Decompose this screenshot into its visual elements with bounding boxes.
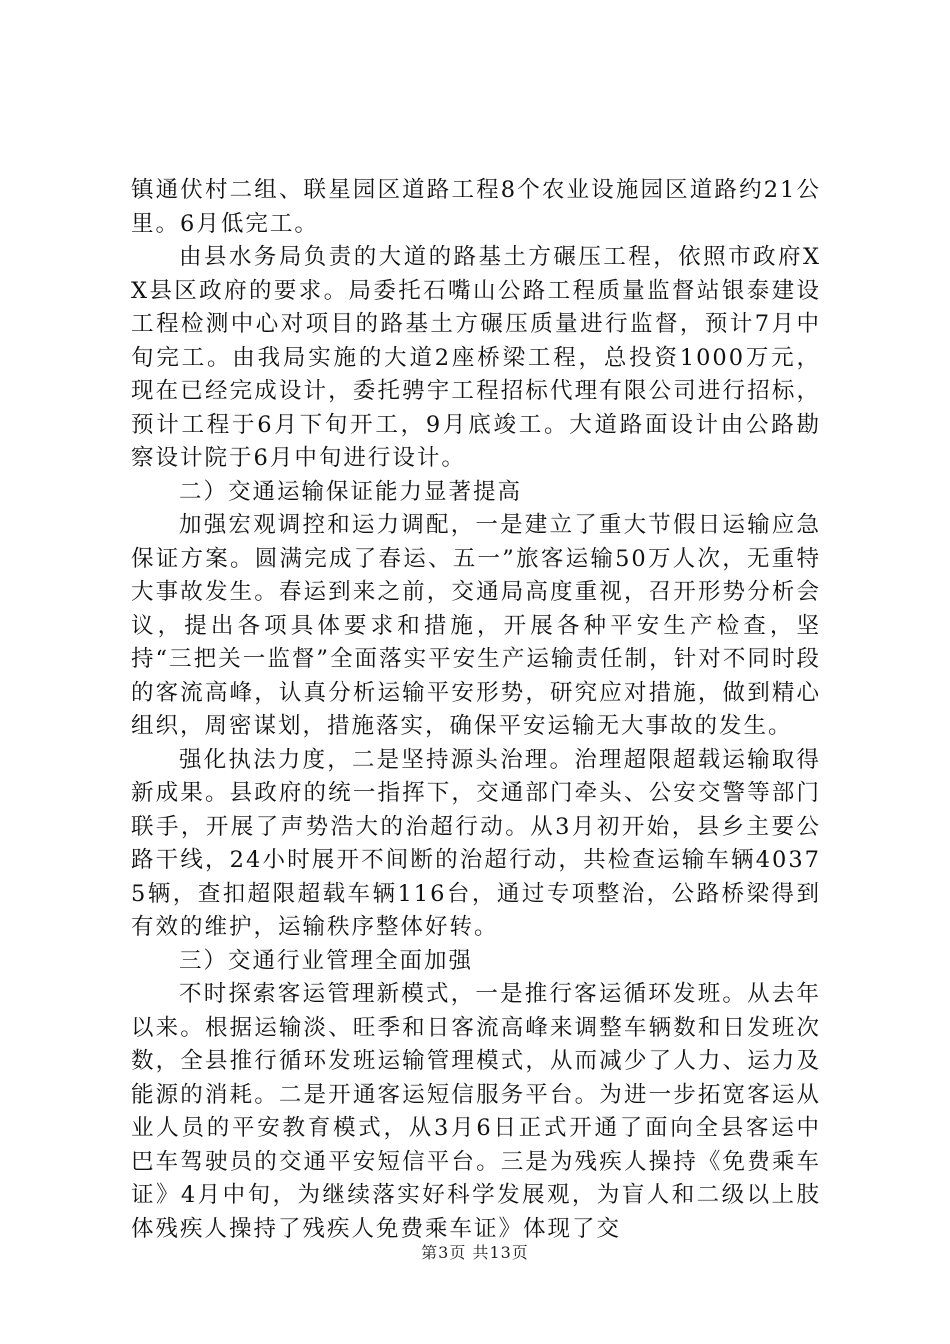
page-number-footer: 第3页 共13页 [421, 1243, 529, 1262]
section-heading-industry-management: 三）交通行业管理全面加强 [179, 947, 474, 974]
paragraph-holiday-transport: 加强宏观调控和运力调配，一是建立了重大节假日运输应急保证方案。圆满完成了春运、五一”旅客运输50万人次，无重特大事故发生。春运到来之前，交通局高度重视，召开形势分析会议，提出各项具体要求和措施，开展各种平安生产检查，坚持“三把关一监督”全面落实平安生产运输责任制，针对不同时段的客流高峰，认真分析运输平安形势，研究应对措施，做到精心组织，周密谋划，措施落实，确保平安运输无大事故的发生。 [131, 512, 821, 739]
paragraph-overload-enforcement: 强化执法力度，二是坚持源头治理。治理超限超载运输取得新成果。县政府的统一指挥下，交通部门牵头、公安交警等部门联手，开展了声势浩大的治超行动。从3月初开始，县乡主要公路干线，24小时展开不间断的治超行动，共检查运输车辆40375辆，查扣超限超载车辆116台，通过专项整治，公路桥梁得到有效的维护，运输秩序整体好转。 [131, 746, 821, 940]
paragraph-passenger-transport-mode: 不时探索客运管理新模式，一是推行客运循环发班。从去年以来。根据运输淡、旺季和日客流高峰来调整车辆数和日发班次数，全县推行循环发班运输管理模式，从而减少了人力、运力及能源的消耗。二是开通客运短信服务平台。为进一步拓宽客运从业人员的平安教育模式，从3月6日正式开通了面向全县客运中巴车驾驶员的交通平安短信平台。三是为残疾人操持《免费乘车证》4月中旬，为继续落实好科学发展观，为盲人和二级以上肢体残疾人操持了残疾人免费乘车证》体现了交 [131, 981, 821, 1242]
paragraph-continuation: 镇通伏村二组、联星园区道路工程8个农业设施园区道路约21公里。6月低完工。 [131, 177, 821, 237]
document-body [131, 174, 821, 1246]
section-heading-transport-capacity: 二）交通运输保证能力显著提高 [179, 478, 523, 505]
paragraph-water-bureau-road-project: 由县水务局负责的大道的路基土方碾压工程，依照市政府XX县区政府的要求。局委托石嘴山公路工程质量监督站银泰建设工程检测中心对项目的路基土方碾压质量进行监督，预计7月中旬完工。由我局实施的大道2座桥梁工程，总投资1000万元，现在已经完成设计，委托骋宇工程招标代理有限公司进行招标，预计工程于6月下旬开工，9月底竣工。大道路面设计由公路勘察设计院于6月中旬进行设计。 [131, 244, 821, 471]
